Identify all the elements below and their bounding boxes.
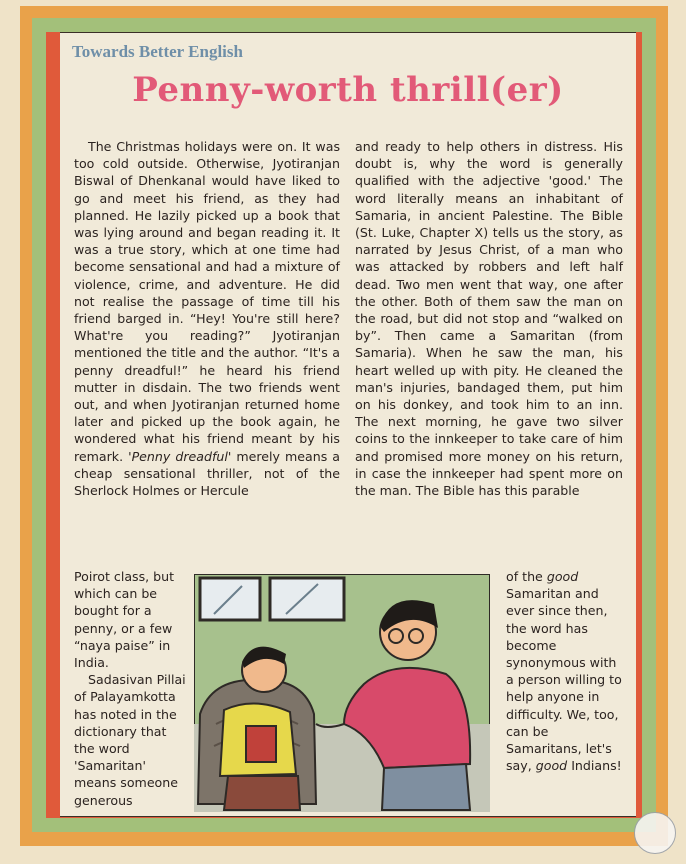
wrap-right-c: Indians!: [571, 758, 622, 774]
column-left-tail: merely means a cheap sensational thriller, not of the Sherlock Holmes or Hercule: [74, 448, 340, 499]
column-left-body: The Christmas holidays were on. It was too cold outside. Otherwise, Jyotiranjan Biswal of Dhenkanal would have liked to go and meet his friend, as they had planned. He lazily picked up a book that was lying around and began reading it. It was a true story, which at one time had become sensational and had a mixture of violence, crime, and adventure. He did not realise the passage of time till his friend barged in. “Hey! You're still here? What're you reading?” Jyotiranjan mentioned the title and the author. “It's a penny dreadful!” he heard his friend mutter in disdain. The two friends went out, and when Jyotiranjan returned home later and picked up the book again, he wondered what his friend meant by his remark.: [74, 139, 340, 464]
penny-dreadful-emphasis: 'Penny dreadful': [128, 448, 232, 464]
article-title: Penny-worth thrill(er): [132, 70, 564, 110]
wrap-left-text: [74, 568, 188, 809]
wrap-left-para-2: Sadasivan Pillai of Palayamkotta has noted in the dictionary that the word 'Samaritan' means someone generous: [74, 672, 186, 808]
cartoon-illustration: [194, 574, 490, 812]
wrap-right-b: Samaritan and ever since then, the word has become synonymous with a person willing to help anyone in difficulty. We, too, can be Samaritans, let's say,: [506, 586, 622, 774]
good-emphasis-1: good: [546, 569, 579, 584]
window-right: [270, 578, 344, 620]
column-left: [74, 138, 340, 499]
panel-bottom-line: [60, 816, 636, 817]
section-kicker: Towards Better English: [72, 42, 243, 61]
panel-top-line: [60, 32, 636, 33]
wrap-right-text: [506, 568, 622, 774]
column-right-text: and ready to help others in distress. His doubt is, why the word is generally qualified with the adjective 'good.' The word literally means an inhabitant of Samaria, in ancient Palestine. The Bible (St. Luke, Chapter X) tells us the story, as narrated by Jesus Christ, of a man who was attacked by robbers and left half dead. Two men went that way, one after the other. Both of them saw the man on the road, but did not stop and “walked on by”. Then came a Samaritan (from Samaria). When he saw the man, his heart welled up with pity. He cleaned the man's injuries, bandaged them, put him on his donkey, and took him to an inn. The next morning, he gave two silver coins to the innkeeper to take care of him and promised more money on his return, in case the innkeeper had spent more on the man. The Bible has this parable: [355, 139, 623, 499]
scanner-stamp-logo: [634, 812, 676, 854]
good-emphasis-2: good: [535, 758, 568, 774]
wrap-right-para: [506, 568, 622, 774]
column-left-text: [74, 138, 340, 499]
column-right: [355, 138, 623, 499]
wrap-right-a: of the: [506, 569, 543, 584]
book: [246, 726, 276, 762]
wrap-left-para-1: Poirot class, but which can be bought for a penny, or a few “naya paise” in India.: [74, 569, 175, 671]
